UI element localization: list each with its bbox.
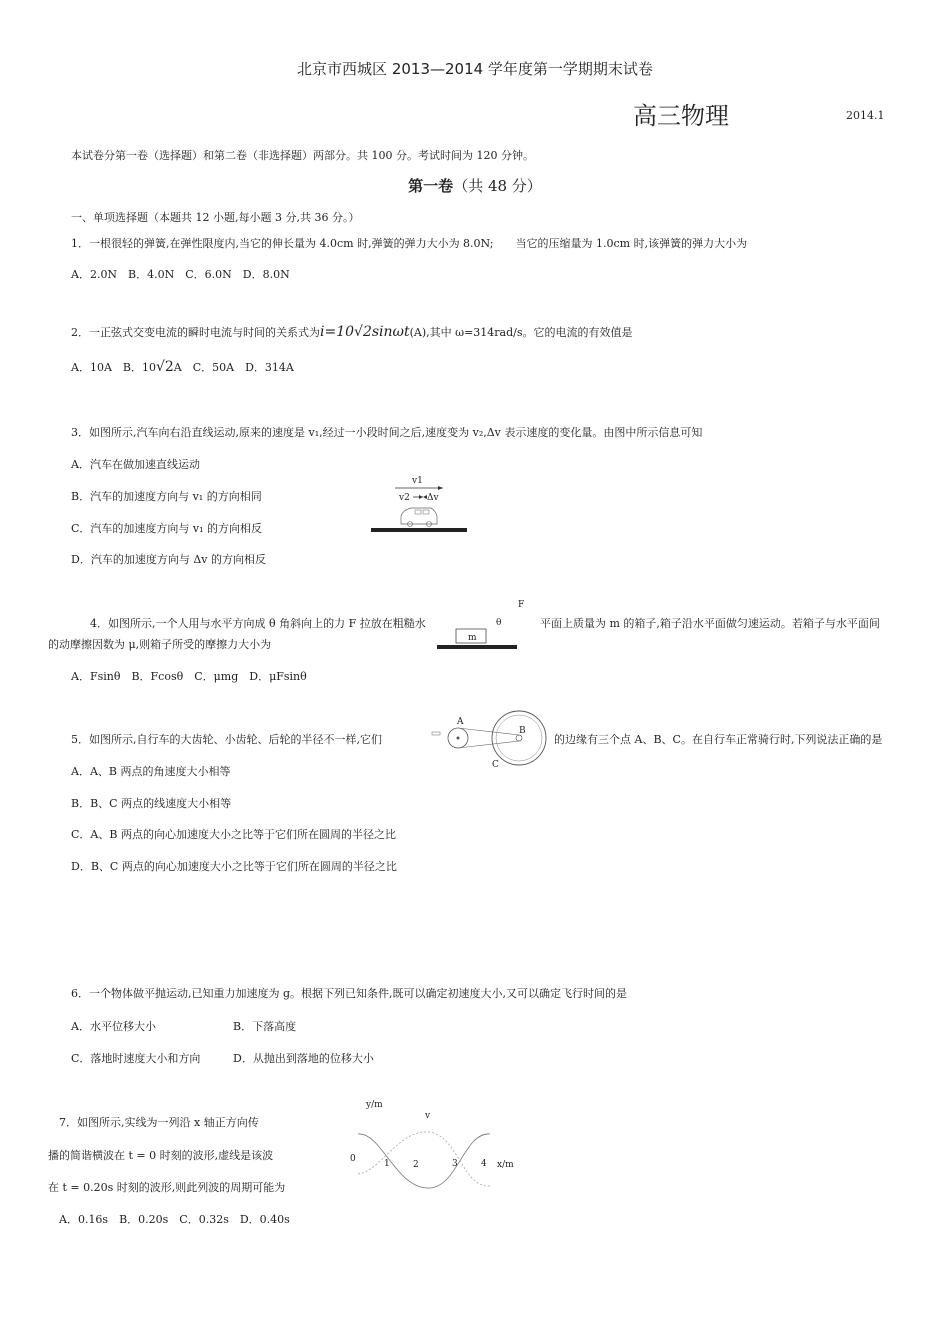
q5-option-d: D．B、C 两点的向心加速度大小之比等于它们所在圆周的半径之比 [71, 860, 397, 873]
car-icon [401, 508, 437, 524]
q6-option-d: D．从抛出到落地的位移大小 [233, 1052, 374, 1065]
q4-label-f: F [518, 600, 525, 610]
q6-option-a: A．水平位移大小 [71, 1020, 156, 1033]
q7-dashed-wave [358, 1132, 490, 1186]
q3-option-a: A．汽车在做加速直线运动 [71, 458, 200, 471]
q6-stem: 6．一个物体做平抛运动,已知重力加速度为 g。根据下列已知条件,既可以确定初速度大小,又可以确定飞行时间的是 [71, 987, 628, 1000]
q4-label-theta: θ [496, 618, 502, 628]
rear-wheel [492, 711, 546, 765]
q7-tick-1: 1 [384, 1159, 390, 1169]
q4-label-m: m [468, 633, 477, 643]
q2-stem [71, 324, 633, 340]
q3-ground [371, 528, 467, 532]
q2-stem-a: 2．一正弦式交变电流的瞬时电流与时间的关系式为 [71, 326, 320, 339]
q3-label-v2: v2 [399, 493, 410, 503]
q5-stem-b: 的边缘有三个点 A、B、C。在自行车正常骑行时,下列说法正确的是 [554, 733, 883, 746]
q7-stem-line2: 播的简谐横波在 t = 0 时刻的波形,虚线是该波 [48, 1149, 274, 1162]
q2-formula: i=10√2sinωt [320, 324, 410, 340]
q7-label-x: x/m [497, 1160, 514, 1170]
intro-text: 本试卷分第一卷（选择题）和第二卷（非选择题）两部分。共 100 分。考试时间为 120 分钟。 [71, 149, 534, 162]
q7-label-v: v [425, 1111, 431, 1121]
q4-ground [437, 645, 517, 649]
q7-solid-wave [358, 1134, 490, 1188]
q3-stem: 3．如图所示,汽车向右沿直线运动,原来的速度是 v₁,经过一小段时间之后,速度变为 v₂,Δv 表示速度的变化量。由图中所示信息可知 [71, 426, 703, 439]
q4-options: A．Fsinθ B．Fcosθ C．μmg D．μFsinθ [71, 670, 307, 683]
q7-tick-2: 2 [413, 1160, 419, 1170]
q3-label-dv: Δv [427, 493, 439, 503]
q3-label-v1: v1 [412, 476, 423, 486]
q4-stem-a: 4．如图所示,一个人用与水平方向成 θ 角斜向上的力 F 拉放在粗糙水 [90, 617, 426, 630]
exam-title: 北京市西城区 2013—2014 学年度第一学期期末试卷 [297, 60, 653, 78]
part1-title: 第一卷 [408, 177, 454, 195]
q2-options-root: √2 [155, 359, 174, 375]
section1-heading [71, 209, 359, 225]
q5-label-b: B [519, 726, 526, 736]
subject-title: 高三物理 [633, 102, 729, 130]
q2-options-b: A C．50A D．314A [173, 361, 294, 374]
part1-heading [0, 175, 950, 196]
q7-tick-0: 0 [350, 1154, 356, 1164]
q1-stem: 1．一根很轻的弹簧,在弹性限度内,当它的伸长量为 4.0cm 时,弹簧的弹力大小为 8.0N; 当它的压缩量为 1.0cm 时,该弹簧的弹力大小为 [71, 237, 748, 250]
exam-date: 2014.1 [846, 109, 885, 122]
q4-stem-c: 的动摩擦因数为 μ,则箱子所受的摩擦力大小为 [48, 638, 272, 651]
q7-wave-figure [340, 1092, 520, 1196]
q7-label-y: y/m [366, 1100, 383, 1110]
q2-stem-b: (A),其中 ω=314rad/s。它的电流的有效值是 [409, 326, 633, 339]
q5-stem-a: 5．如图所示,自行车的大齿轮、小齿轮、后轮的半径不一样,它们 [71, 733, 382, 746]
small-gear [496, 715, 542, 761]
q5-label-c: C [492, 760, 499, 770]
q3-car-figure [365, 470, 475, 536]
q5-option-b: B．B、C 两点的线速度大小相等 [71, 797, 232, 810]
q6-option-c: C．落地时速度大小和方向 [71, 1052, 201, 1065]
q7-stem-line1: 7．如图所示,实线为一列沿 x 轴正方向传 [59, 1116, 259, 1129]
q3-option-d: D．汽车的加速度方向与 Δv 的方向相反 [71, 553, 266, 566]
q7-tick-4: 4 [481, 1159, 487, 1169]
part1-score: （共 48 分） [453, 177, 542, 195]
q5-bicycle-figure [430, 708, 550, 770]
q3-option-b: B．汽车的加速度方向与 v₁ 的方向相同 [71, 490, 262, 503]
q5-label-a: A [457, 717, 464, 727]
section1-title: 一、单项选择题 [71, 211, 148, 224]
q7-tick-3: 3 [452, 1159, 458, 1169]
q5-option-c: C．A、B 两点的向心加速度大小之比等于它们所在圆周的半径之比 [71, 828, 396, 841]
q5-option-a: A．A、B 两点的角速度大小相等 [71, 765, 231, 778]
section1-note: （本题共 12 小题,每小题 3 分,共 36 分。） [148, 211, 360, 224]
q3-option-c: C．汽车的加速度方向与 v₁ 的方向相反 [71, 522, 263, 535]
q4-stem-b: 平面上质量为 m 的箱子,箱子沿水平面做匀速运动。若箱子与水平面间 [540, 617, 880, 630]
q7-options: A．0.16s B．0.20s C．0.32s D．0.40s [59, 1213, 290, 1226]
q2-options [71, 359, 294, 375]
q6-option-b: B．下落高度 [233, 1020, 297, 1033]
q2-options-a: A．10A B．10 [71, 361, 156, 374]
q4-box-figure [432, 596, 532, 656]
q1-options: A．2.0N B．4.0N C．6.0N D．8.0N [71, 268, 290, 281]
q7-stem-line3: 在 t = 0.20s 时刻的波形,则此列波的周期可能为 [48, 1181, 286, 1194]
